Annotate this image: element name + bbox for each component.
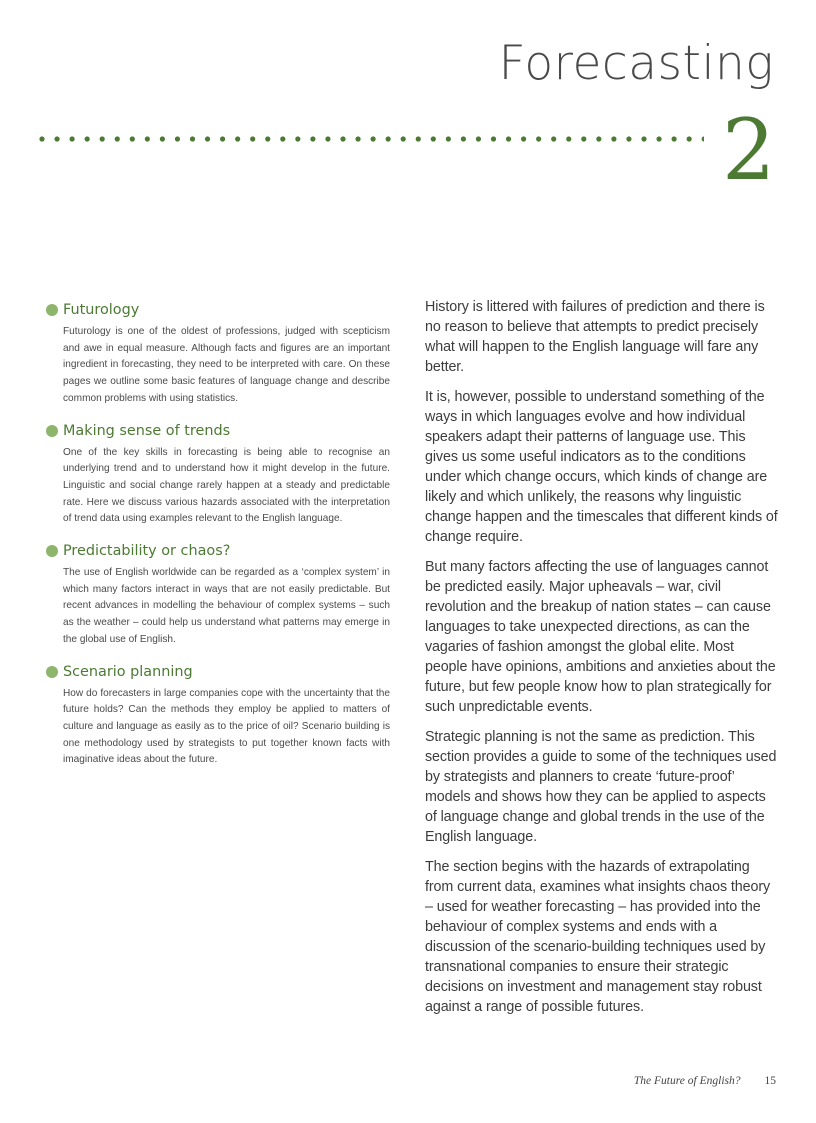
dotted-rule-graphic [39,135,704,143]
chapter-number: 2 [722,101,776,199]
section-body: The use of English worldwide can be regarded as a ‘complex system’ in which many factors interact in ways that are not easily predictable. But recent advances in modelling the behaviour of complex systems – such as the weather – could help us understand what patterns may emerge in the global use of English. [63,567,390,645]
rule-dot [566,136,571,141]
section-scenario-planning [46,662,390,770]
rule-dot [295,136,300,141]
rule-dot [491,136,496,141]
section-title: Making sense of trends [63,422,231,439]
rule-dot [340,136,345,141]
bullet-icon [46,666,58,678]
rule-dot [611,136,616,141]
rule-dot [130,136,135,141]
rule-dot [235,136,240,141]
rule-dot [596,136,601,141]
rule-dot [145,136,150,141]
section-futurology [46,300,390,408]
rule-dot [521,136,526,141]
rule-dot [641,136,646,141]
rule-dot [85,136,90,141]
rule-dot [265,136,270,141]
rule-dot [310,136,315,141]
section-heading [46,421,390,441]
publication-title: The Future of English? [633,1075,741,1087]
rule-dot [280,136,285,141]
body-paragraph: But many factors affecting the use of languages cannot be predicted easily. Major upheavals – war, civil revolution and the breakup of nation states – can cause languages to take unexpected directions, as can the vagaries of fashion amongst the global elite. Most people have opinions, ambitions and anxieties about the future, but few people know how to plan strategically for such unpredictable events. [425,559,776,715]
rule-dot [581,136,586,141]
body-paragraph: History is littered with failures of prediction and there is no reason to believe that attempts to predict precisely what will happen to the English language will fare any better. [425,299,765,375]
section-heading [46,662,390,682]
rule-dot [416,136,421,141]
rule-dot [160,136,165,141]
section-title: Predictability or chaos? [63,543,231,560]
rule-dot [115,136,120,141]
page-number: 15 [764,1075,776,1087]
section-heading [46,541,390,561]
section-title: Futurology [63,302,140,318]
rule-dot [401,136,406,141]
rule-dot [431,136,436,141]
rule-dot [461,136,466,141]
rule-dot [70,136,75,141]
chapter-title: Forecasting [498,36,774,91]
bullet-icon [46,304,58,316]
body-paragraph: The section begins with the hazards of extrapolating from current data, examines what insights chaos theory – used for weather forecasting – has provided into the behaviour of complex systems and ends with a discussion of the scenario-building techniques used by transnational companies to ensure their strategic decisions on investment and management stay robust against a range of possible futures. [425,859,771,1015]
summary-column [46,300,390,782]
rule-dot [205,136,210,141]
rule-dot [386,136,391,141]
rule-dot [371,136,376,141]
section-chaos [46,541,390,649]
section-body: One of the key skills in forecasting is being able to recognise an underlying trend and to understand how it might develop in the future. Linguistic and social change rarely happen at a steady and predictable rate. Here we discuss various hazards associated with the interpretation of trend data using examples relevant to the English language. [63,446,390,525]
dotted-rule [39,135,704,143]
rule-dot [355,136,360,141]
section-body: How do forecasters in large companies cope with the uncertainty that the future holds? Can the methods they employ be applied to matters of culture and language as easily as to the price of oil? Scenario building is one methodology used by strategists to put together known facts with imaginative ideas about the future. [63,687,390,766]
rule-dot [220,136,225,141]
bullet-icon [46,425,58,437]
rule-dot [536,136,541,141]
rule-dot [702,136,704,141]
section-title: Scenario planning [63,663,193,680]
rule-dot [325,136,330,141]
rule-dot [100,136,105,141]
rule-dot [551,136,556,141]
rule-dot [39,136,44,141]
rule-dot [476,136,481,141]
rule-dot [54,136,59,141]
rule-dot [175,136,180,141]
rule-dot [687,136,692,141]
body-paragraph: Strategic planning is not the same as prediction. This section provides a guide to some of the techniques used by strategists and planners to create ‘future-proof’ models and shows how they can be applied to aspects of language change and global trends in the use of the English language. [425,729,777,845]
rule-dot [190,136,195,141]
rule-dot [672,136,677,141]
body-paragraph: It is, however, possible to understand something of the ways in which languages evolve and how individual speakers adapt their patterns of language use. This gives us some useful indicators as to the conditions under which change occurs, which kinds of change are likely and which unlikely, the reasons why linguistic change happen and the timescales that different kinds of change require. [425,389,778,545]
bullet-icon [46,545,58,557]
rule-dot [626,136,631,141]
rule-dot [656,136,661,141]
rule-dot [506,136,511,141]
section-heading [46,300,390,320]
rule-dot [250,136,255,141]
main-text-column [425,297,779,1027]
page-footer [634,1075,776,1087]
section-body: Futurology is one of the oldest of professions, judged with scepticism and awe in equal measure. Although facts and figures are an important ingredient in forecasting, they need to be interpreted with care. On these pages we outline some basic features of language change and describe common problems with using statistics. [63,326,390,404]
rule-dot [446,136,451,141]
section-trends [46,421,390,529]
